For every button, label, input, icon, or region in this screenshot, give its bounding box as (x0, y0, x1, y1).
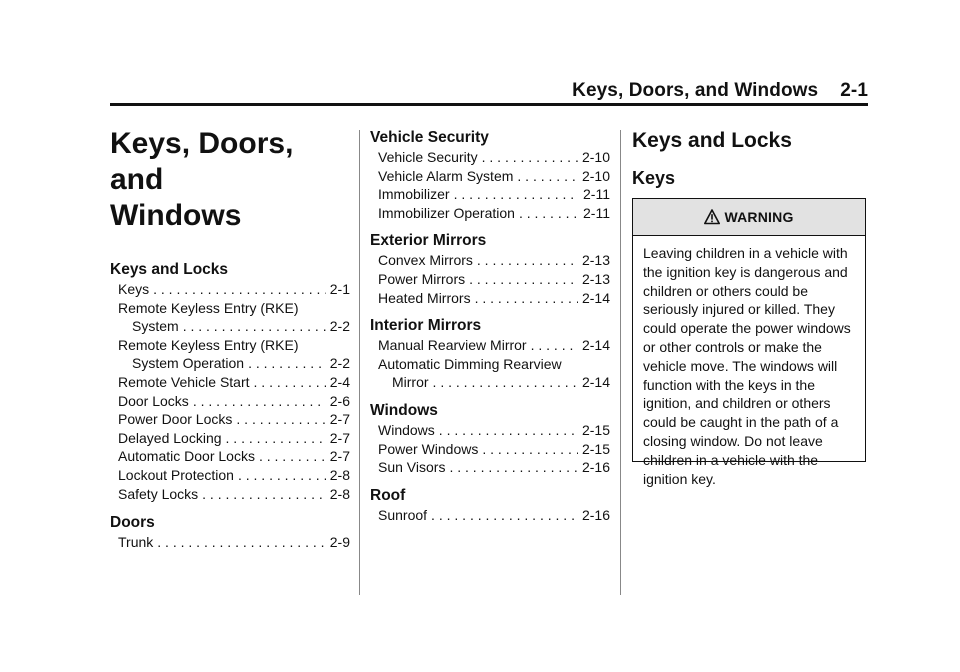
chapter-title (110, 126, 350, 234)
toc-link-trunk[interactable]: Trunk . . . 2-9 (118, 533, 350, 552)
toc-link-keys[interactable]: Keys . . . 2-1 (118, 280, 350, 299)
toc-link-lockout-protection[interactable]: Lockout Protection . . . 2-8 (118, 466, 350, 485)
toc-link-safety-locks[interactable]: Safety Locks . . . 2-8 (118, 485, 350, 504)
toc-link-convex-mirrors[interactable]: Convex Mirrors . . . 2-13 (378, 251, 610, 270)
toc-heading-doors: Doors (110, 514, 155, 532)
warning-label: WARNING (724, 209, 794, 225)
toc-column-1 (110, 126, 350, 552)
chapter-title-line2: Windows (110, 199, 242, 232)
warning-box (632, 198, 866, 487)
toc-link-power-mirrors[interactable]: Power Mirrors . . . 2-13 (378, 270, 610, 289)
toc-column-2 (370, 128, 610, 524)
toc-heading-exterior-mirrors: Exterior Mirrors (370, 232, 487, 250)
toc-link-manual-rearview-mirror[interactable]: Manual Rearview Mirror . . . 2-14 (378, 336, 610, 355)
toc-link-immobilizer[interactable]: Immobilizer . . . 2-11 (378, 185, 610, 204)
toc-link-door-locks[interactable]: Door Locks . . . 2-6 (118, 392, 350, 411)
toc-link-rke-system[interactable]: Remote Keyless Entry (RKE) System . . . 2-2 (110, 299, 350, 336)
toc-link-immobilizer-operation[interactable]: Immobilizer Operation . . . 2-11 (378, 204, 610, 223)
toc-link-automatic-door-locks[interactable]: Automatic Door Locks . . . 2-7 (118, 447, 350, 466)
column-divider-1 (359, 130, 360, 595)
toc-link-delayed-locking[interactable]: Delayed Locking . . . 2-7 (118, 429, 350, 448)
section-title: Keys and Locks (632, 129, 792, 152)
toc-heading-roof: Roof (370, 486, 406, 504)
header-section-title: Keys, Doors, and Windows (572, 80, 819, 101)
toc-link-vehicle-security[interactable]: Vehicle Security . . . 2-10 (378, 148, 610, 167)
toc-link-sun-visors[interactable]: Sun Visors . . . 2-16 (378, 458, 610, 477)
toc-link-power-windows[interactable]: Power Windows . . . 2-15 (378, 440, 610, 459)
toc-link-sunroof[interactable]: Sunroof . . . 2-16 (378, 506, 610, 525)
header-rule (110, 103, 868, 106)
toc-heading-keys-and-locks: Keys and Locks (110, 261, 229, 278)
toc-link-vehicle-alarm-system[interactable]: Vehicle Alarm System . . . 2-10 (378, 167, 610, 186)
toc-heading-windows: Windows (370, 401, 438, 419)
toc-heading-vehicle-security: Vehicle Security (370, 129, 489, 146)
content-column (632, 128, 872, 189)
toc-link-heated-mirrors[interactable]: Heated Mirrors . . . 2-14 (378, 289, 610, 308)
warning-text: Leaving children in a vehicle with the ignition key is dangerous and children or others could be seriously injured or killed. They could operate the power windows or other controls or make the vehicle move. The windows will function with the keys in the ignition, and children or others could be caught in the path of a closing window. Do not leave children in a vehicle with the ignition key. (643, 245, 851, 487)
chapter-title-line1: Keys, Doors, and (110, 127, 294, 196)
column-divider-2 (620, 130, 621, 595)
toc-link-windows[interactable]: Windows . . . 2-15 (378, 421, 610, 440)
toc-link-auto-dimming-mirror[interactable]: Automatic Dimming Rearview Mirror . . . 2-14 (370, 355, 610, 392)
toc-link-power-door-locks[interactable]: Power Door Locks . . . 2-7 (118, 410, 350, 429)
running-header (110, 80, 868, 102)
toc-link-rke-operation[interactable]: Remote Keyless Entry (RKE) System Operation . . . 2-2 (110, 336, 350, 373)
warning-header (633, 199, 865, 236)
subsection-title: Keys (632, 168, 676, 188)
toc-link-remote-vehicle-start[interactable]: Remote Vehicle Start . . . 2-4 (118, 373, 350, 392)
toc-heading-interior-mirrors: Interior Mirrors (370, 317, 482, 335)
header-page-number: 2-1 (840, 80, 868, 101)
warning-triangle-icon (704, 209, 720, 225)
